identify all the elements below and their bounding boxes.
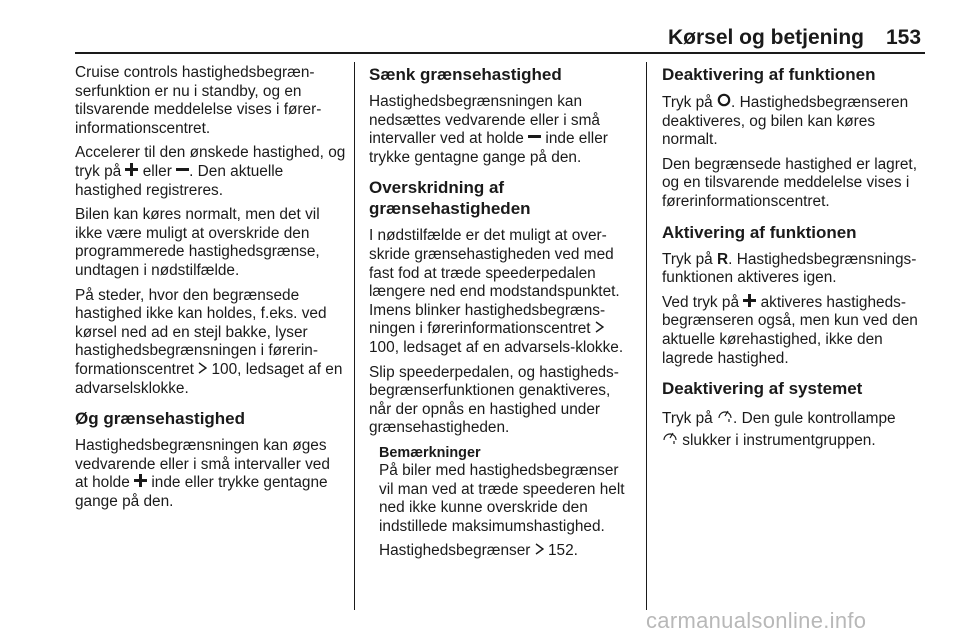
column-divider-2 — [646, 62, 647, 610]
paragraph: Hastighedsbegrænsningen kan nedsættes vedvarende eller i små intervaller ved at holde inde eller trykke gentagne gange på den. — [369, 93, 608, 166]
section-heading: Aktivering af funktionen — [662, 222, 857, 242]
paragraph: Tryk på . Hastighedsbegrænseren deaktiveres, og bilen kan køres normalt. — [662, 94, 909, 149]
paragraph: Hastighedsbegrænsningen kan øges vedvarende eller i små intervaller ved at holde inde eller trykke gentagne gange på den. — [75, 437, 330, 510]
page-reference-arrow-icon — [535, 542, 544, 561]
plus-icon — [125, 163, 138, 182]
section-heading: Deaktivering af systemet — [662, 379, 863, 399]
watermark: carmanualsonline.info — [646, 608, 867, 633]
plus-icon — [743, 294, 756, 313]
header-rule — [75, 52, 925, 54]
circle-off-icon — [717, 93, 731, 113]
section-heading: Deaktivering af funktionen — [662, 65, 876, 84]
paragraph: Accelerer til den ønskede hastighed, og tryk på eller . Den aktuelle hastighed registreres. — [75, 144, 346, 199]
paragraph: Slip speederpedalen, og hastigheds-begrænserfunktionen genaktiveres, når der opnås en hastighed under grænsehastigheden. — [369, 363, 619, 437]
paragraph: I nødstilfælde er det muligt at over-skride grænsehastigheden ved med fast fod at træde speederpedalen længere ned end modstandspunktet. Imens blinker hastighedsbegræns-ningen i førerinformationscentret 100, ledsaget af en advarsels-klokke. — [369, 227, 624, 356]
paragraph: Ved tryk på aktiveres hastigheds-begrænseren også, men kun ved den aktuelle kørehastighed, ikke den lagrede hastighed. — [662, 293, 918, 367]
paragraph: Bilen kan køres normalt, men det vil ikke være muligt at overskride den programmerede hastighedsgrænse, undtagen i nødstilfælde. — [75, 206, 320, 279]
minus-icon — [176, 163, 189, 182]
resume-key: R — [717, 250, 729, 268]
column-3 — [662, 64, 932, 456]
note-box — [369, 444, 635, 561]
paragraph: Den begrænsede hastighed er lagret, og en tilsvarende meddelelse vises i førerinformationscentret. — [662, 155, 917, 210]
minus-icon — [528, 130, 541, 149]
paragraph: Cruise controls hastighedsbegræn-serfunktion er nu i standby, og en tilsvarende meddelelse vises i fører-informationscentret. — [75, 64, 322, 137]
page-reference-arrow-icon — [595, 320, 604, 339]
page-title: Kørsel og betjening — [667, 26, 864, 49]
section-heading: Sænk grænsehastighed — [369, 65, 562, 84]
paragraph: På steder, hvor den begrænsede hastighed ikke kan holdes, f.eks. ved kørsel ned ad en stejl bakke, lyser hastighedsbegrænsningen i førerin-formationscentret 100, ledsaget af en advarselsklokke. — [75, 286, 343, 397]
section-heading: Øg grænsehastighed — [75, 409, 246, 429]
column-divider-1 — [354, 62, 355, 610]
page-reference-arrow-icon — [198, 361, 207, 380]
page-number: 153 — [886, 26, 922, 49]
column-1 — [75, 64, 347, 517]
speed-limiter-icon — [717, 407, 733, 429]
note-text: På biler med hastighedsbegrænser vil man ved at træde speederen helt ned ikke kunne overskride den indstillede maksimumshastighed. — [379, 461, 625, 535]
paragraph: Tryk på R. Hastighedsbegrænsnings-funktionen aktiveres igen. — [662, 250, 917, 287]
note-title: Bemærkninger — [379, 444, 481, 461]
paragraph: Tryk på . Den gule kontrollampe slukker i instrumentgruppen. — [662, 407, 932, 450]
paragraph: Hastighedsbegrænser 152. — [379, 542, 578, 560]
section-heading: Overskridning af grænsehastigheden — [369, 178, 531, 219]
column-2 — [369, 64, 635, 567]
speed-limiter-icon — [662, 429, 678, 451]
plus-icon — [134, 474, 147, 493]
